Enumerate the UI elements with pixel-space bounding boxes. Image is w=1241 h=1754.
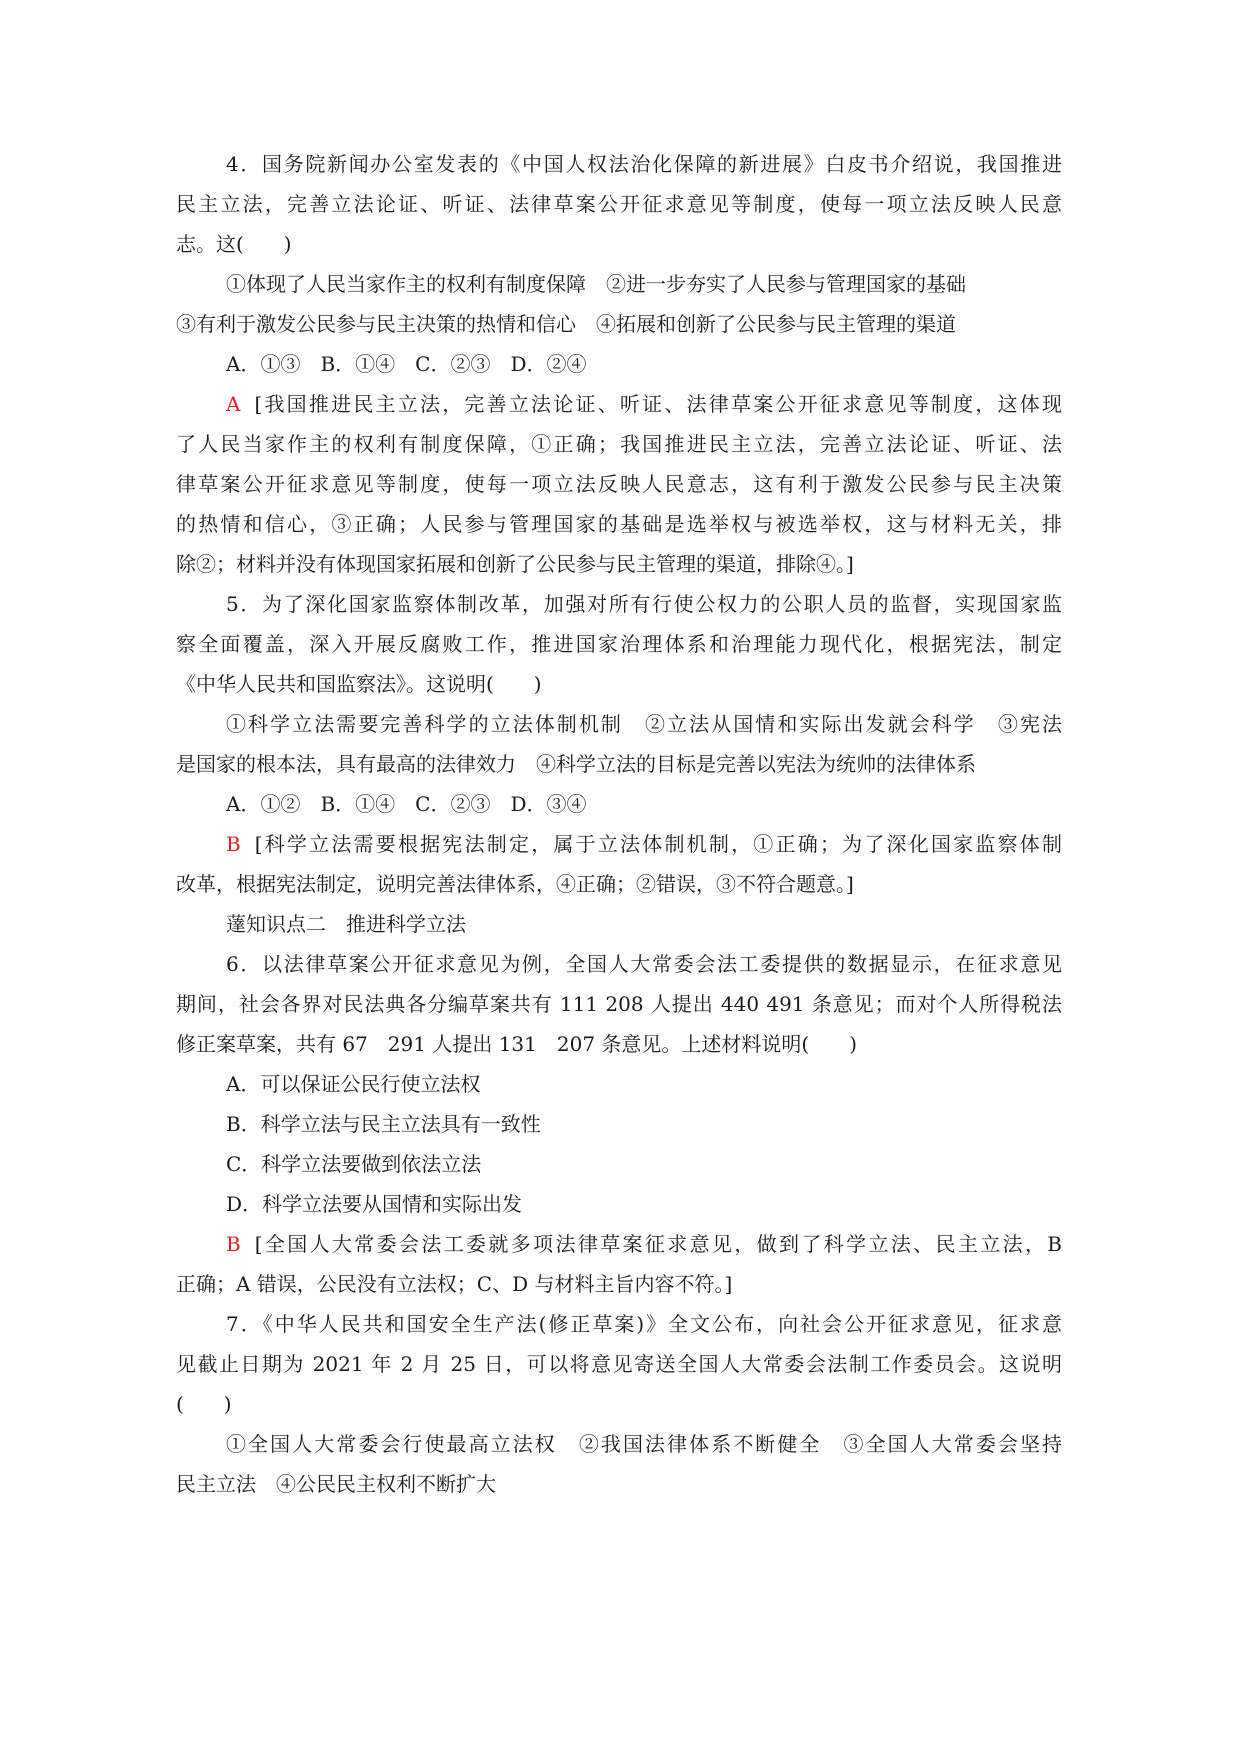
question-stem-line: 《中华人民共和国监察法》。这说明( ) bbox=[176, 672, 542, 696]
question-stem-line: 5．为了深化国家监察体制改革，加强对所有行使公权力的公职人员的监督，实现国家监 bbox=[226, 592, 1062, 616]
statement-line: 民主立法 ④公民民主权利不断扩大 bbox=[176, 1472, 496, 1496]
answer-explanation-line: 律草案公开征求意见等制度，使每一项立法反映人民意志，这有利于激发公民参与民主决策 bbox=[176, 472, 1062, 496]
question-stem-line: 民主立法，完善立法论证、听证、法律草案公开征求意见等制度，使每一项立法反映人民意 bbox=[176, 192, 1062, 216]
statement-line: 是国家的根本法，具有最高的法律效力 ④科学立法的目标是完善以宪法为统帅的法律体系 bbox=[176, 752, 976, 776]
statement-line: ①体现了人民当家作主的权利有制度保障 ②进一步夯实了人民参与管理国家的基础 bbox=[226, 272, 966, 296]
answer-option: C．科学立法要做到依法立法 bbox=[226, 1152, 482, 1176]
answer-options: A．①③ B．①④ C．②③ D．②④ bbox=[226, 352, 587, 376]
answer-explanation-line: 的热情和信心，③正确；人民参与管理国家的基础是选举权与被选举权，这与材料无关，排 bbox=[176, 512, 1062, 536]
question-stem-line: 志。这( ) bbox=[176, 232, 292, 256]
answer-text: [科学立法需要根据宪法制定，属于立法体制机制，①正确；为了深化国家监察体制 bbox=[254, 832, 1062, 856]
question-5 bbox=[176, 584, 1062, 904]
document-content bbox=[176, 144, 1062, 1504]
question-stem-line: 6．以法律草案公开征求意见为例，全国人大常委会法工委提供的数据显示，在征求意见 bbox=[226, 952, 1062, 976]
section-heading: 薘知识点二 推进科学立法 bbox=[226, 912, 466, 936]
answer-explanation-line bbox=[176, 384, 1062, 424]
question-stem-line: 修正案草案，共有 67 291 人提出 131 207 条意见。上述材料说明( ) bbox=[176, 1032, 858, 1056]
answer-explanation-line: 正确；A 错误，公民没有立法权；C、D 与材料主旨内容不符。] bbox=[176, 1272, 733, 1296]
answer-explanation-line: 了人民当家作主的权利有制度保障，①正确；我国推进民主立法，完善立法论证、听证、法 bbox=[176, 432, 1062, 456]
question-stem-line: 4．国务院新闻办公室发表的《中国人权法治化保障的新进展》白皮书介绍说，我国推进 bbox=[226, 152, 1062, 176]
answer-text: [全国人大常委会法工委就多项法律草案征求意见，做到了科学立法、民主立法，B bbox=[254, 1232, 1062, 1256]
answer-text: [我国推进民主立法，完善立法论证、听证、法律草案公开征求意见等制度，这体现 bbox=[254, 392, 1062, 416]
question-stem-line: 7．《中华人民共和国安全生产法(修正草案)》全文公布，向社会公开征求意见，征求意 bbox=[226, 1312, 1062, 1336]
answer-option: B．科学立法与民主立法具有一致性 bbox=[226, 1112, 541, 1136]
answer-explanation-line: 改革，根据宪法制定，说明完善法律体系，④正确；②错误，③不符合题意。] bbox=[176, 872, 854, 896]
answer-explanation-line: 除②；材料并没有体现国家拓展和创新了公民参与民主管理的渠道，排除④。] bbox=[176, 552, 854, 576]
question-4 bbox=[176, 144, 1062, 584]
answer-explanation-line bbox=[176, 1224, 1062, 1264]
question-7 bbox=[176, 1304, 1062, 1504]
question-stem-line: 察全面覆盖，深入开展反腐败工作，推进国家治理体系和治理能力现代化，根据宪法，制定 bbox=[176, 632, 1062, 656]
answer-option: A．可以保证公民行使立法权 bbox=[226, 1072, 481, 1096]
answer-key: B bbox=[226, 832, 241, 856]
question-stem-line: ( ) bbox=[176, 1392, 232, 1416]
answer-options: A．①② B．①④ C．②③ D．③④ bbox=[226, 792, 587, 816]
answer-option: D．科学立法要从国情和实际出发 bbox=[226, 1192, 523, 1216]
statement-line: ①科学立法需要完善科学的立法体制机制 ②立法从国情和实际出发就会科学 ③宪法 bbox=[226, 712, 1062, 736]
answer-explanation-line bbox=[176, 824, 1062, 864]
answer-key: B bbox=[226, 1232, 241, 1256]
question-stem-line: 期间，社会各界对民法典各分编草案共有 111 208 人提出 440 491 条意见；而对个人所得税法 bbox=[176, 992, 1062, 1016]
statement-line: ①全国人大常委会行使最高立法权 ②我国法律体系不断健全 ③全国人大常委会坚持 bbox=[226, 1432, 1062, 1456]
question-stem-line: 见截止日期为 2021 年 2 月 25 日，可以将意见寄送全国人大常委会法制工作委员会。这说明 bbox=[176, 1352, 1062, 1376]
question-6 bbox=[176, 944, 1062, 1304]
answer-key: A bbox=[226, 392, 241, 416]
statement-line: ③有利于激发公民参与民主决策的热情和信心 ④拓展和创新了公民参与民主管理的渠道 bbox=[176, 312, 956, 336]
